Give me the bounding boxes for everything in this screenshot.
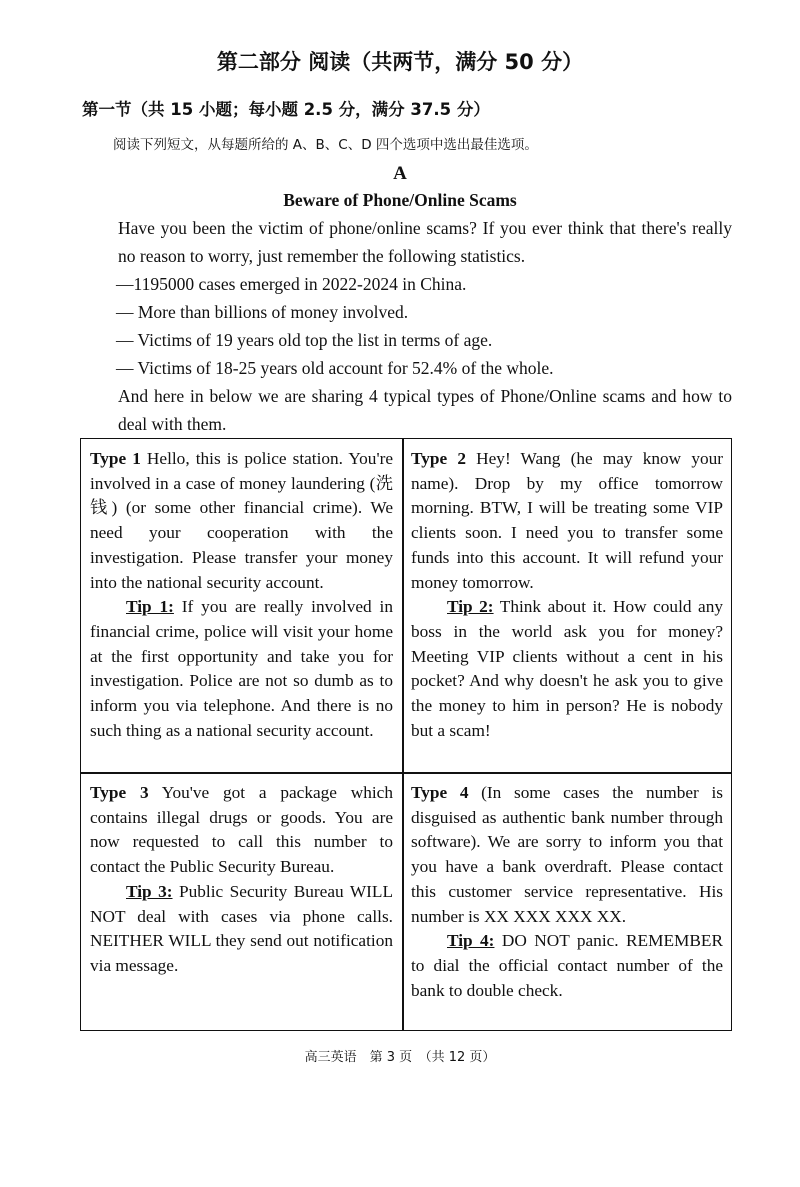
tip-label: Tip 4:: [447, 931, 495, 951]
table-cell-type-3: [90, 781, 393, 979]
type-label: Type 4: [411, 783, 469, 802]
tip-text: Public Security Bureau WILL NOT deal with cases via phone calls. NEITHER WILL they send out notification via message.: [90, 881, 393, 975]
passage-title: Beware of Phone/Online Scams: [283, 190, 517, 210]
instruction-text: 阅读下列短文，从每题所给的 A、B、C、D 四个选项中选出最佳选项。: [113, 137, 538, 153]
stat-line: —1195000 cases emerged in 2022-2024 in China.: [116, 274, 467, 294]
table-cell-type-2: [411, 447, 723, 743]
transition-paragraph: [82, 382, 732, 438]
tip-label: Tip 1:: [126, 597, 174, 617]
table-divider-horizontal: [81, 772, 731, 774]
type-text: You've got a package which contains illegal drugs or goods. You are now requested to call this number to contact the Public Security Bureau.: [90, 783, 393, 877]
type-label: Type 1: [90, 449, 141, 468]
stat-line: — Victims of 19 years old top the list in terms of age.: [116, 330, 493, 350]
scam-types-table: [80, 438, 732, 1031]
tip-paragraph: [90, 595, 393, 743]
type-description: [90, 447, 393, 595]
passage-letter: A: [393, 163, 407, 184]
tip-text: If you are really involved in financial crime, police will visit your home at the first opportunity and take you for investigation. Police are not so dumb as to inform you via telephone. And there is no such thing as a national security account.: [90, 597, 393, 740]
tip-paragraph: [90, 880, 393, 979]
type-description: [90, 781, 393, 880]
type-text: Hello, this is police station. You're involved in a case of money laundering (洗钱) (or some other financial crime). We need your cooperation with the investigation. Please transfer your money into the national security account.: [90, 449, 393, 592]
page-footer: 高三英语 第 3 页 （共 12 页）: [304, 1050, 496, 1065]
transition-text: And here in below we are sharing 4 typical types of Phone/Online scams and how to deal with them.: [118, 386, 732, 434]
intro-text: Have you been the victim of phone/online scams? If you ever think that there's really no reason to worry, just remember the following statistics.: [118, 218, 732, 266]
intro-paragraph: [82, 214, 732, 270]
type-text: (In some cases the number is disguised as authentic bank number through software). We are sorry to inform you that you have a bank overdraft. Please contact this customer service representative. His number is XX XXX XXX XX.: [411, 783, 723, 926]
part-title: 第二部分 阅读（共两节，满分 50 分）: [216, 50, 584, 74]
stat-line: — Victims of 18-25 years old account for 52.4% of the whole.: [116, 358, 554, 378]
tip-paragraph: [411, 929, 723, 1003]
tip-text: DO NOT panic. REMEMBER to dial the official contact number of the bank to double check.: [411, 931, 724, 1000]
tip-paragraph: [411, 595, 723, 743]
type-text: Hey! Wang (he may know your name). Drop by my office tomorrow morning. BTW, I will be treating some VIP clients soon. I need you to transfer some funds into this account. It will refund your money tomorrow.: [411, 449, 723, 592]
type-description: [411, 781, 723, 929]
tip-label: Tip 3:: [126, 881, 173, 901]
tip-label: Tip 2:: [447, 597, 494, 617]
table-divider-vertical: [402, 439, 404, 1030]
type-label: Type 3: [90, 783, 149, 802]
type-description: [411, 447, 723, 595]
section-title: 第一节（共 15 小题；每小题 2.5 分，满分 37.5 分）: [82, 100, 490, 119]
stat-line: — More than billions of money involved.: [116, 302, 409, 322]
table-cell-type-4: [411, 781, 723, 1003]
type-label: Type 2: [411, 449, 466, 468]
tip-text: Think about it. How could any boss in the world ask you for money? Meeting VIP clients without a cent in his pocket? And why doesn't he ask you to give the money to him in person? He is nobody but a scam!: [411, 597, 723, 740]
table-cell-type-1: [90, 447, 393, 743]
